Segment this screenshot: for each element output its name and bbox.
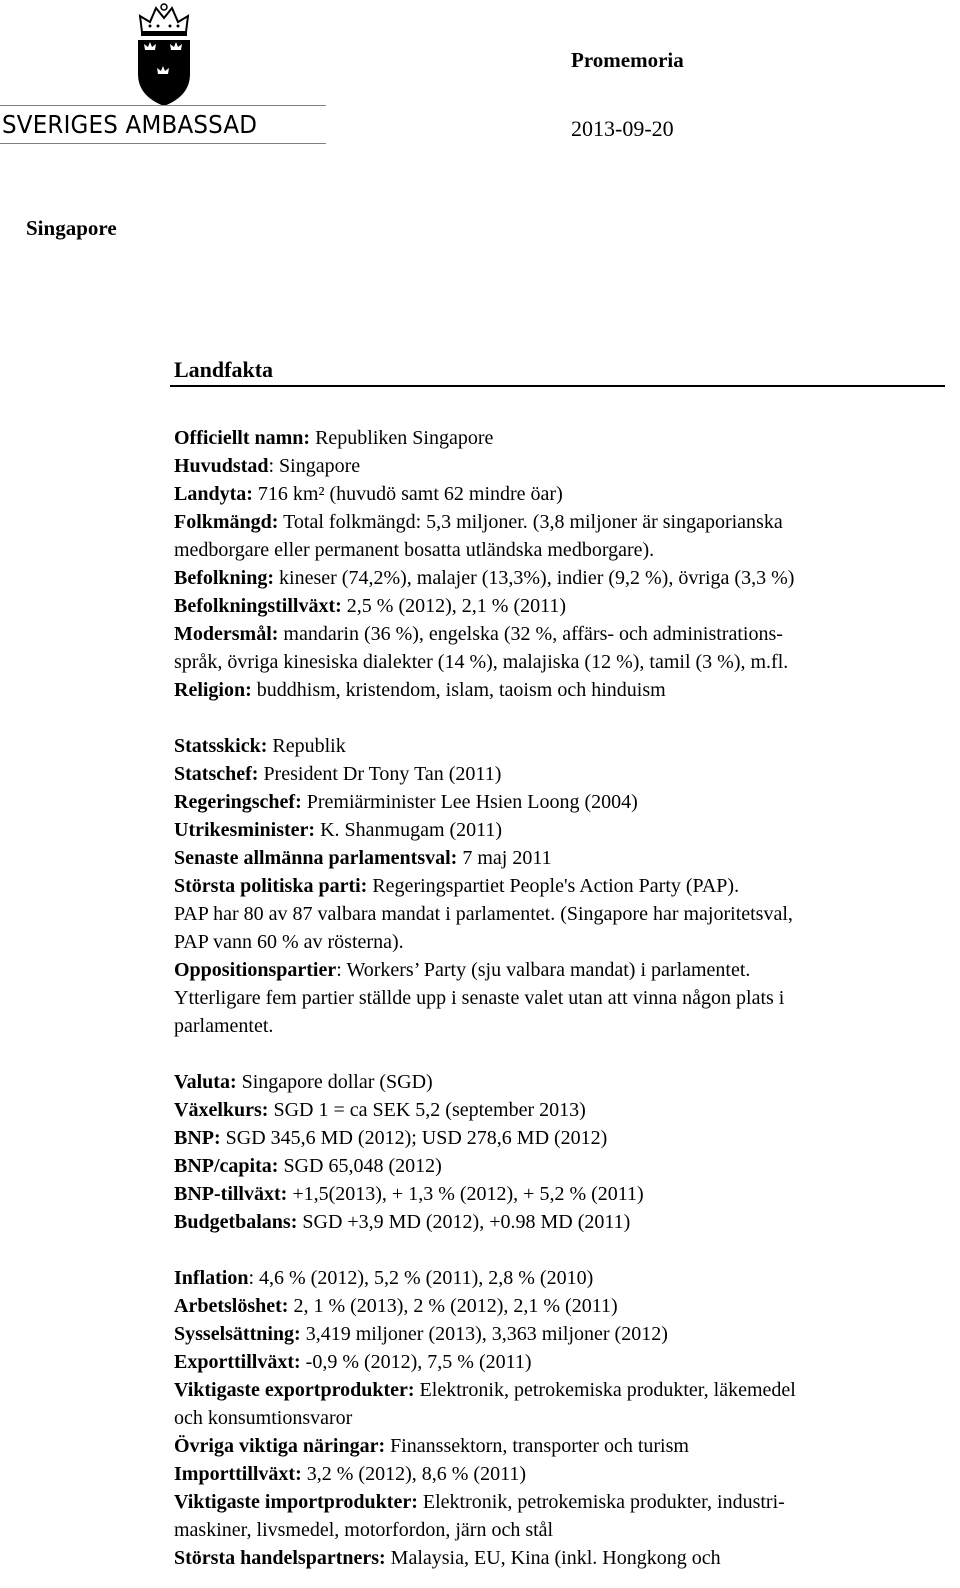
fact-head-of-state: Statschef: President Dr Tony Tan (2011) <box>174 763 502 785</box>
fact-opposition-cont: Ytterligare fem partier ställde upp i senaste valet utan att vinna någon plats i <box>174 987 785 1009</box>
fact-trade-partners: Största handelspartners: Malaysia, EU, Kina (inkl. Hongkong och <box>174 1547 721 1569</box>
fact-unemployment: Arbetslöshet: 2, 1 % (2013), 2 % (2012), 2,1 % (2011) <box>174 1295 618 1317</box>
fact-foreign-minister: Utrikesminister: K. Shanmugam (2011) <box>174 819 503 841</box>
fact-gdp: BNP: SGD 345,6 MD (2012); USD 278,6 MD (2012) <box>174 1127 608 1149</box>
fact-import-growth: Importtillväxt: 3,2 % (2012), 8,6 % (2011) <box>174 1463 526 1485</box>
document-type: Promemoria <box>571 48 684 72</box>
fact-export-products: Viktigaste exportprodukter: Elektronik, petrokemiska produkter, läkemedel <box>174 1379 796 1401</box>
fact-last-election: Senaste allmänna parlamentsval: 7 maj 2011 <box>174 847 552 869</box>
fact-export-growth: Exporttillväxt: -0,9 % (2012), 7,5 % (2011) <box>174 1351 532 1373</box>
fact-exchange-rate: Växelkurs: SGD 1 = ca SEK 5,2 (september 2013) <box>174 1099 586 1121</box>
fact-official-name: Officiellt namn: Republiken Singapore <box>174 427 494 449</box>
fact-area: Landyta: 716 km² (huvudö samt 62 mindre öar) <box>174 483 563 505</box>
fact-population-cont: medborgare eller permanent bosatta utländska medborgare). <box>174 539 655 561</box>
fact-gdp-capita: BNP/capita: SGD 65,048 (2012) <box>174 1155 442 1177</box>
fact-opposition-cont2: parlamentet. <box>174 1015 274 1037</box>
fact-gdp-growth: BNP-tillväxt: +1,5(2013), + 1,3 % (2012), + 5,2 % (2011) <box>174 1183 644 1205</box>
fact-import-products: Viktigaste importprodukter: Elektronik, petrokemiska produkter, industri- <box>174 1491 785 1513</box>
fact-largest-party: Största politiska parti: Regeringspartiet People's Action Party (PAP). <box>174 875 740 897</box>
fact-capital: Huvudstad: Singapore <box>174 455 361 477</box>
fact-language: Modersmål: mandarin (36 %), engelska (32 %, affärs- och administrations- <box>174 623 783 645</box>
fact-largest-party-cont2: PAP vann 60 % av rösterna). <box>174 931 404 953</box>
document-date: 2013-09-20 <box>571 116 674 141</box>
section-title: Landfakta <box>174 357 274 382</box>
facts-list <box>174 424 944 1572</box>
embassy-logo <box>0 0 330 150</box>
fact-employment: Sysselsättning: 3,419 miljoner (2013), 3,363 miljoner (2012) <box>174 1323 668 1345</box>
fact-budget: Budgetbalans: SGD +3,9 MD (2012), +0.98 MD (2011) <box>174 1211 631 1233</box>
logo-text: SVERIGES AMBASSAD <box>2 110 258 139</box>
fact-inflation: Inflation: 4,6 % (2012), 5,2 % (2011), 2,8 % (2010) <box>174 1267 594 1289</box>
fact-head-of-government: Regeringschef: Premiärminister Lee Hsien Loong (2004) <box>174 791 638 813</box>
fact-largest-party-cont: PAP har 80 av 87 valbara mandat i parlamentet. (Singapore har majoritetsval, <box>174 903 793 925</box>
section-divider <box>170 385 945 387</box>
fact-other-industries: Övriga viktiga näringar: Finanssektorn, transporter och turism <box>174 1435 689 1457</box>
fact-language-cont: språk, övriga kinesiska dialekter (14 %), malajiska (12 %), tamil (3 %), m.fl. <box>174 651 789 673</box>
fact-religion: Religion: buddhism, kristendom, islam, taoism och hinduism <box>174 679 666 701</box>
swedish-crest-icon <box>132 2 196 112</box>
fact-demographics: Befolkning: kineser (74,2%), malajer (13,3%), indier (9,2 %), övriga (3,3 %) <box>174 567 795 589</box>
fact-import-products-cont: maskiner, livsmedel, motorfordon, järn och stål <box>174 1519 554 1541</box>
fact-currency: Valuta: Singapore dollar (SGD) <box>174 1071 433 1093</box>
fact-export-products-cont: och konsumtionsvaror <box>174 1407 353 1429</box>
fact-growth: Befolkningstillväxt: 2,5 % (2012), 2,1 % (2011) <box>174 595 567 617</box>
fact-opposition: Oppositionspartier: Workers’ Party (sju valbara mandat) i parlamentet. <box>174 959 751 981</box>
country-heading: Singapore <box>26 216 117 240</box>
fact-population: Folkmängd: Total folkmängd: 5,3 miljoner. (3,8 miljoner är singaporianska <box>174 511 783 533</box>
fact-government-type: Statsskick: Republik <box>174 735 346 757</box>
